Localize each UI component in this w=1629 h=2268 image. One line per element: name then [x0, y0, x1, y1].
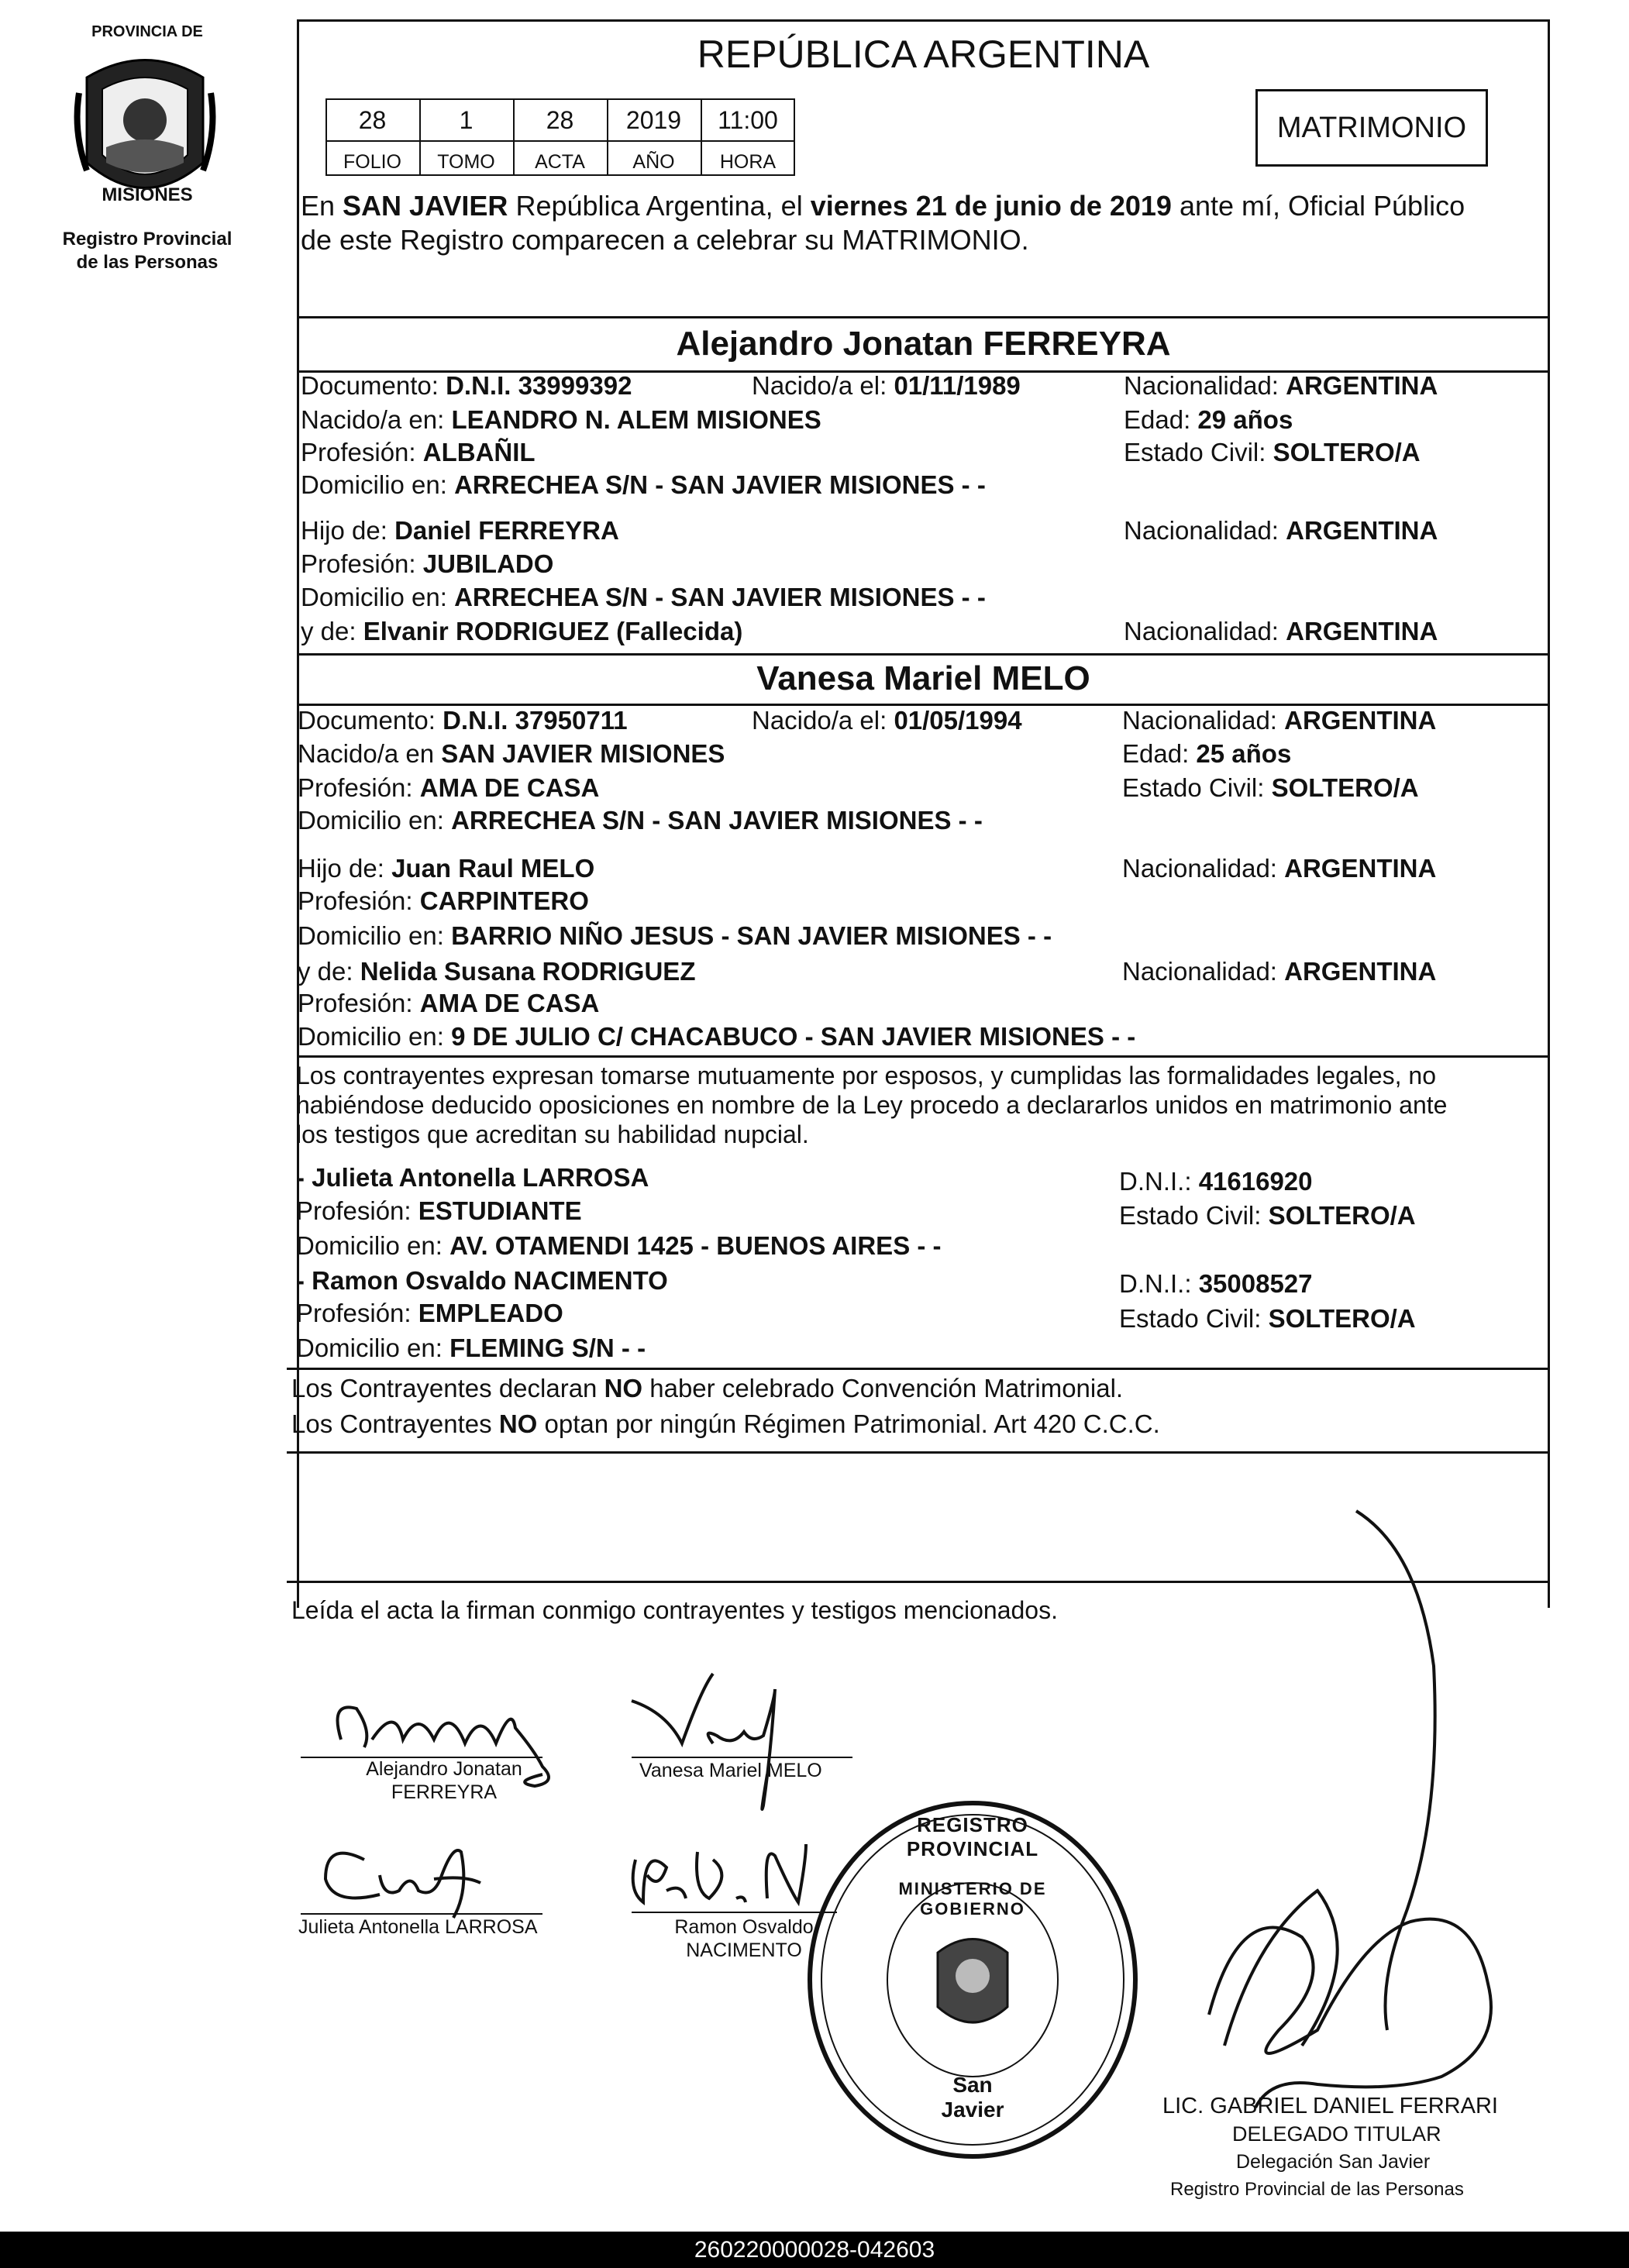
intro-date: viernes 21 de junio de 2019: [810, 190, 1172, 222]
acta-value: 28: [546, 106, 574, 134]
folio-label: FOLIO: [343, 151, 401, 173]
witness2-dni: D.N.I.: 35008527: [1119, 1269, 1313, 1298]
witness1-address: Domicilio en: AV. OTAMENDI 1425 - BUENOS AIRES - -: [296, 1231, 942, 1260]
declaration-line1: Los contrayentes expresan tomarse mutuamente por esposos, y cumplidas las formalidades legales, no: [296, 1062, 1436, 1089]
hour-label: HORA: [719, 151, 777, 173]
seal-inner-text: MINISTERIO DE GOBIERNO: [898, 1879, 1047, 1919]
logo-bottom-text: MISIONES: [102, 184, 193, 205]
signature-label-witness1: Julieta Antonella LARROSA: [298, 1916, 538, 1938]
year-value: 2019: [625, 106, 682, 134]
spouse2-father-profession: Profesión: CARPINTERO: [298, 886, 589, 915]
spouse1-birthplace: Nacido/a en: LEANDRO N. ALEM MISIONES: [301, 405, 821, 434]
page-title: REPÚBLICA ARGENTINA: [697, 33, 1150, 76]
spouse1-mother-nationality: Nacionalidad: ARGENTINA: [1124, 617, 1438, 645]
spouse2-mother-nationality: Nacionalidad: ARGENTINA: [1122, 957, 1437, 986]
spouse1-age: Edad: 29 años: [1124, 405, 1293, 434]
spouse2-birthplace: Nacido/a en SAN JAVIER MISIONES: [298, 739, 725, 768]
logo-top-text: PROVINCIA DE: [91, 23, 203, 40]
declaration-line2: habiéndose deducido oposiciones en nombre de la Ley procedo a declararlos unidos en matrimonio ante: [296, 1091, 1448, 1119]
spouse2-document: Documento: D.N.I. 37950711: [298, 706, 628, 735]
witness2-name: - Ramon Osvaldo NACIMENTO: [296, 1266, 668, 1295]
witness2-civil-status: Estado Civil: SOLTERO/A: [1119, 1304, 1416, 1333]
year-label: AÑO: [632, 151, 675, 173]
spouse2-age: Edad: 25 años: [1122, 739, 1292, 768]
spouse1-father: Hijo de: Daniel FERREYRA: [301, 516, 619, 545]
spouse1-mother: y de: Elvanir RODRIGUEZ (Fallecida): [301, 617, 743, 645]
org-name-line2: de las Personas: [76, 252, 219, 273]
signature-label-spouse2: Vanesa Mariel MELO: [639, 1760, 822, 1781]
tomo-label: TOMO: [437, 151, 495, 173]
regime-line2: Los Contrayentes NO optan por ningún Régimen Patrimonial. Art 420 C.C.C.: [291, 1409, 1160, 1438]
tomo-value: 1: [459, 106, 474, 134]
org-name-line1: Registro Provincial: [62, 229, 232, 250]
witness1-name: - Julieta Antonella LARROSA: [296, 1163, 649, 1192]
spouse2-father-address: Domicilio en: BARRIO NIÑO JESUS - SAN JAVIER MISIONES - -: [298, 921, 1052, 950]
regime-line1: Los Contrayentes declaran NO haber celebrado Convención Matrimonial.: [291, 1374, 1124, 1402]
spouse2-mother: y de: Nelida Susana RODRIGUEZ: [298, 957, 696, 986]
witness1-profession: Profesión: ESTUDIANTE: [296, 1196, 582, 1225]
intro-line1: En SAN JAVIER República Argentina, el viernes 21 de junio de 2019 ante mí, Oficial Público: [301, 190, 1465, 222]
spouse2-nationality: Nacionalidad: ARGENTINA: [1122, 706, 1437, 735]
spouse2-father-nationality: Nacionalidad: ARGENTINA: [1122, 854, 1437, 883]
official-office: Delegación San Javier: [1236, 2151, 1431, 2173]
hour-value: 11:00: [718, 106, 778, 134]
spouse2-father: Hijo de: Juan Raul MELO: [298, 854, 595, 883]
spouse1-address: Domicilio en: ARRECHEA S/N - SAN JAVIER MISIONES - -: [301, 470, 986, 499]
intro-place: SAN JAVIER: [343, 190, 508, 222]
official-seal: [802, 1798, 1143, 2162]
signature-witness2: [633, 1844, 806, 1902]
document-code-bar: 260220000028-042603: [0, 2232, 1629, 2268]
intro-line2: de este Registro comparecen a celebrar su MATRIMONIO.: [301, 224, 1029, 256]
witness2-profession: Profesión: EMPLEADO: [296, 1299, 563, 1327]
spouse1-father-nationality: Nacionalidad: ARGENTINA: [1124, 516, 1438, 545]
seal-ring-text: REGISTRO PROVINCIAL: [906, 1813, 1039, 1860]
spouse1-father-address: Domicilio en: ARRECHEA S/N - SAN JAVIER MISIONES - -: [301, 583, 986, 611]
type-box-label: MATRIMONIO: [1276, 112, 1467, 144]
spouse2-mother-address: Domicilio en: 9 DE JULIO C/ CHACABUCO - SAN JAVIER MISIONES - -: [298, 1022, 1136, 1051]
official-org: Registro Provincial de las Personas: [1170, 2179, 1464, 2200]
signature-witness1: [325, 1850, 480, 1918]
spouse1-profession: Profesión: ALBAÑIL: [301, 438, 536, 466]
spouse2-mother-profession: Profesión: AMA DE CASA: [298, 989, 600, 1017]
signature-label-spouse1: Alejandro Jonatan FERREYRA: [366, 1758, 522, 1803]
spouse2-civil-status: Estado Civil: SOLTERO/A: [1122, 773, 1419, 802]
spouse1-name: Alejandro Jonatan FERREYRA: [676, 325, 1171, 363]
spouse2-address: Domicilio en: ARRECHEA S/N - SAN JAVIER MISIONES - -: [298, 806, 983, 835]
official-block: [1162, 2092, 1527, 2204]
signature-label-witness2: Ramon Osvaldo NACIMENTO: [674, 1916, 814, 1961]
closing-statement: Leída el acta la firman conmigo contrayentes y testigos mencionados.: [291, 1596, 1058, 1624]
spouse1-birthdate: Nacido/a el: 01/11/1989: [752, 371, 1021, 400]
spouse2-name: Vanesa Mariel MELO: [756, 659, 1090, 697]
folio-value: 28: [358, 106, 387, 134]
acta-label: ACTA: [535, 151, 585, 173]
signature-spouse2: [632, 1674, 775, 1809]
witness1-dni: D.N.I.: 41616920: [1119, 1167, 1313, 1196]
spouse1-nationality: Nacionalidad: ARGENTINA: [1124, 371, 1438, 400]
spouse1-civil-status: Estado Civil: SOLTERO/A: [1124, 438, 1421, 466]
spouse1-document: Documento: D.N.I. 33999392: [301, 371, 632, 400]
seal-bottom-text: San Javier: [941, 2073, 1004, 2122]
witness1-civil-status: Estado Civil: SOLTERO/A: [1119, 1201, 1416, 1230]
official-name: LIC. GABRIEL DANIEL FERRARI: [1162, 2094, 1498, 2118]
spouse2-profession: Profesión: AMA DE CASA: [298, 773, 600, 802]
declaration-line3: los testigos que acreditan su habilidad nupcial.: [296, 1120, 809, 1148]
spouse2-birthdate: Nacido/a el: 01/05/1994: [752, 706, 1022, 735]
spouse1-father-profession: Profesión: JUBILADO: [301, 549, 554, 578]
official-title: DELEGADO TITULAR: [1232, 2122, 1441, 2146]
signature-officer: [1209, 1511, 1491, 2108]
witness2-address: Domicilio en: FLEMING S/N - -: [296, 1334, 646, 1362]
